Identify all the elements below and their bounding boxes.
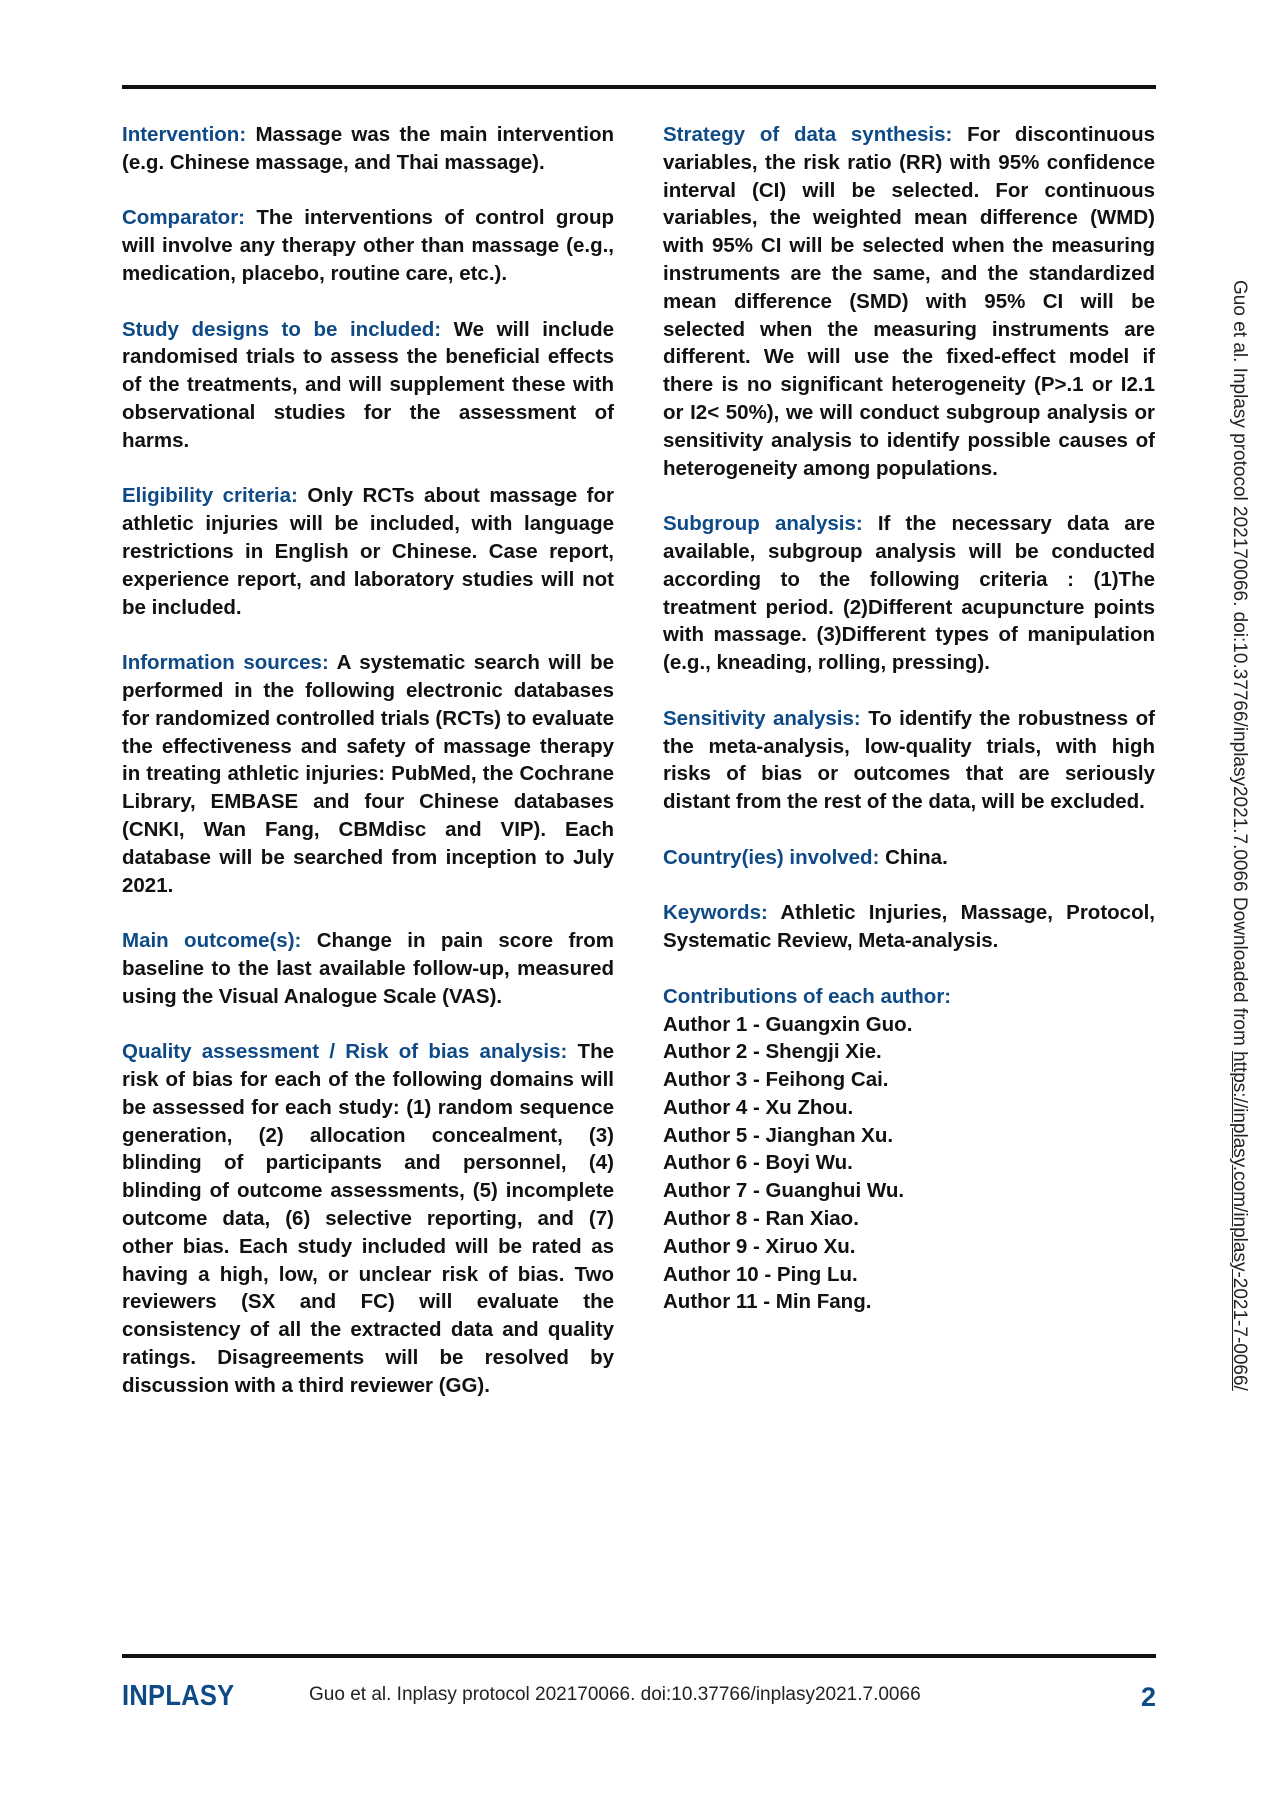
section-label: Quality assessment / Risk of bias analysis: [122, 1040, 568, 1064]
author-item: Author 8 - Ran Xiao. [663, 1207, 859, 1231]
right-column [663, 121, 1155, 1344]
section-intervention [122, 121, 614, 177]
section-text: China. [885, 845, 948, 869]
section-label: Eligibility criteria: [122, 484, 298, 508]
section-label: Information sources: [122, 651, 329, 675]
section-main-outcomes [122, 927, 614, 1010]
author-item: Author 6 - Boyi Wu. [663, 1151, 853, 1175]
section-text: For discontinuous variables, the risk ratio (RR) with 95% confidence interval (CI) will be selected. For continuous variables, the weighted mean difference (WMD) with 95% CI will be selected when the measuring instruments are the same, and the standardized mean difference (SMD) with 95% CI will be selected when the measuring instruments are different. We will use the fixed-effect model if there is no significant heterogeneity (P>.1 or I2.1 or I2< 50%), we will conduct subgroup analysis or sensitivity analysis to identify possible causes of heterogeneity among populations. [663, 123, 1156, 480]
section-countries [663, 844, 1155, 872]
download-link[interactable]: https://inplasy.com/inplasy-2021-7-0066/ [1229, 1051, 1250, 1391]
author-item: Author 5 - Jianghan Xu. [663, 1123, 894, 1147]
download-notice-text: Guo et al. Inplasy protocol 202170066. doi:10.37766/inplasy2021.7.0066 Downloaded from [1229, 280, 1250, 1052]
author-item: Author 11 - Min Fang. [663, 1290, 872, 1314]
author-item: Author 4 - Xu Zhou. [663, 1095, 854, 1119]
section-text: We will include randomised trials to assess the beneficial effects of the treatments, and will supplement these with observational studies for the assessment of harms. [122, 317, 614, 452]
section-label: Keywords: [663, 901, 768, 925]
section-text: The risk of bias for each of the following domains will be assessed for each study: (1) random sequence generation, (2) allocation concealment, (3) blinding of participants and personnel, (4) blinding of outcome assessments, (5) incomplete outcome data, (6) selective reporting, and (7) other bias. Each study included will be rated as having a high, low, or unclear risk of bias. Two reviewers (SX and FC) will evaluate the consistency of all the extracted data and quality ratings. Disagreements will be resolved by discussion with a third reviewer (GG). [122, 1040, 614, 1397]
section-text: Athletic Injuries, Massage, Protocol, Systematic Review, Meta-analysis. [663, 901, 1155, 953]
section-text: To identify the robustness of the meta-analysis, low-quality trials, with high risks of bias or outcomes that are seriously distant from the rest of the data, will be excluded. [663, 706, 1155, 814]
section-text: Massage was the main intervention (e.g. Chinese massage, and Thai massage). [122, 123, 615, 174]
section-subgroup-analysis [663, 510, 1155, 677]
section-study-designs [122, 316, 614, 455]
section-text: The interventions of control group will involve any therapy other than massage (e.g., medication, placebo, routine care, etc.). [122, 206, 614, 285]
section-text: Only RCTs about massage for athletic injuries will be included, with language restrictions in English or Chinese. Case report, experience report, and laboratory studies will not be included. [122, 484, 614, 619]
section-text: Change in pain score from baseline to the last available follow-up, measured using the Visual Analogue Scale (VAS). [122, 929, 614, 1008]
author-item: Author 1 - Guangxin Guo. [663, 1012, 913, 1036]
author-item: Author 7 - Guanghui Wu. [663, 1179, 905, 1203]
section-quality-assessment [122, 1038, 614, 1399]
section-label: Country(ies) involved: [663, 845, 880, 869]
author-item: Author 10 - Ping Lu. [663, 1262, 858, 1286]
author-list [663, 1011, 1155, 1317]
section-comparator [122, 204, 614, 287]
footer-citation: Guo et al. Inplasy protocol 202170066. doi:10.37766/inplasy2021.7.0066 [309, 1684, 921, 1705]
section-eligibility-criteria [122, 482, 614, 621]
header-rule [122, 85, 1156, 89]
author-item: Author 9 - Xiruo Xu. [663, 1234, 856, 1258]
page-footer [122, 1680, 1156, 1720]
footer-rule [122, 1654, 1156, 1658]
section-text: A systematic search will be performed in the following electronic databases for randomized controlled trials (RCTs) to evaluate the effectiveness and safety of massage therapy in treating athletic injuries: PubMed, the Cochrane Library, EMBASE and four Chinese databases (CNKI, Wan Fang, CBMdisc and VIP). Each database will be searched from inception to July 2021. [122, 651, 615, 897]
brand-logo: INPLASY [122, 1680, 235, 1712]
section-label: Study designs to be included: [122, 317, 442, 341]
section-label: Comparator: [122, 206, 246, 230]
section-text: If the necessary data are available, subgroup analysis will be conducted according to the following criteria : (1)The treatment period. (2)Different acupuncture points with massage. (3)Different types of manipulation (e.g., kneading, rolling, pressing). [663, 512, 1155, 675]
section-keywords [663, 899, 1155, 955]
section-label: Main outcome(s): [122, 929, 302, 953]
author-item: Author 2 - Shengji Xie. [663, 1040, 882, 1064]
section-sensitivity-analysis [663, 705, 1155, 816]
section-label: Sensitivity analysis: [663, 706, 861, 730]
section-label: Subgroup analysis: [663, 512, 863, 536]
page-number: 2 [1140, 1682, 1156, 1712]
section-contributions [663, 983, 1155, 1317]
left-column [122, 121, 614, 1427]
section-label: Strategy of data synthesis: [663, 123, 953, 146]
download-sidebar [1228, 280, 1268, 1620]
section-label: Intervention: [122, 123, 247, 146]
section-label: Contributions of each author: [663, 984, 952, 1008]
section-information-sources [122, 649, 614, 899]
author-item: Author 3 - Feihong Cai. [663, 1068, 889, 1092]
download-notice [1228, 280, 1250, 1391]
section-data-synthesis [663, 121, 1155, 482]
